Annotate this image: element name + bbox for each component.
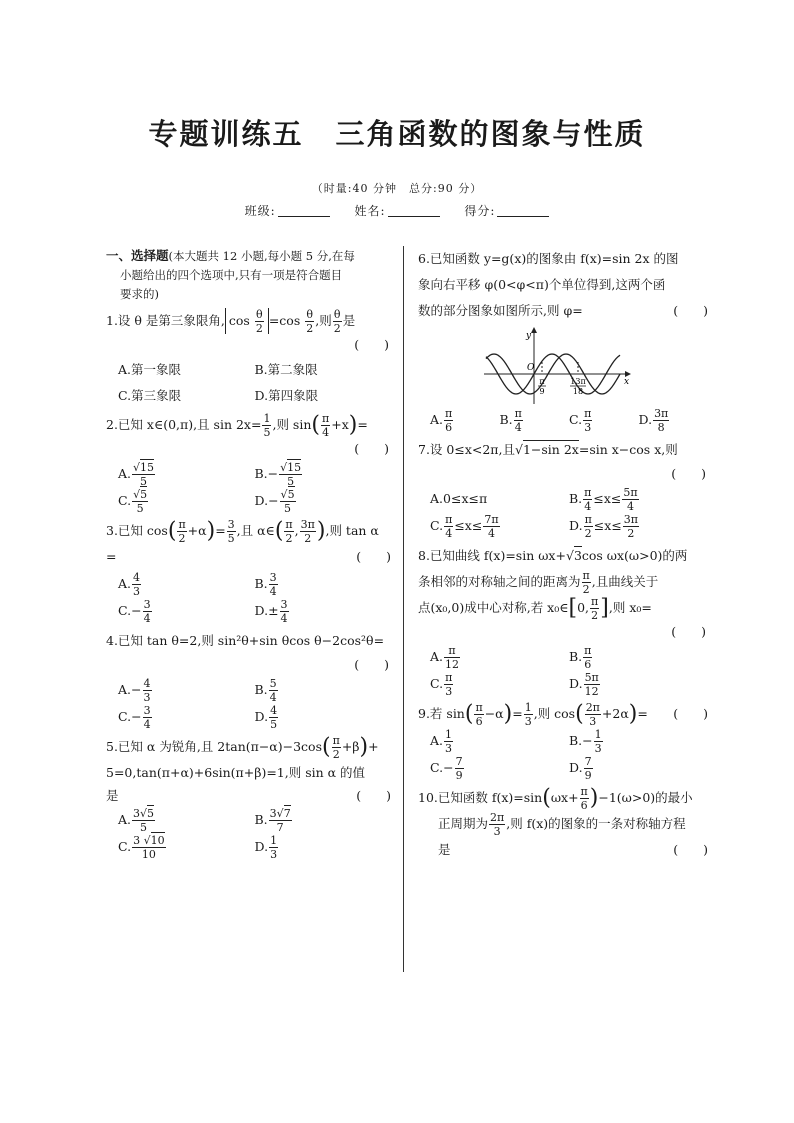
answer-blank[interactable]: ( ) [356,549,391,564]
answer-blank[interactable]: ( ) [671,466,706,481]
title-part-2: 三角函数的图象与性质 [335,117,646,151]
option-c[interactable]: C.− $\frac{7}{9}$ [430,755,463,782]
option-b[interactable]: B. $\frac{3√7}{7}$ [254,807,291,834]
option-b[interactable]: B. $\frac{\pi}{6}$ [569,644,592,671]
score-field[interactable]: 得分: [464,204,549,218]
option-c[interactable]: C. $\frac{√5}{5}$ [118,488,148,515]
answer-blank[interactable]: ( ) [354,657,389,672]
option-c[interactable]: C. $\frac{\pi}{3}$ [430,671,453,698]
option-a[interactable]: A. $\frac{3√5}{5}$ [118,807,155,834]
option-b[interactable]: B. $\frac{\pi}{4}$ ≤x≤ $\frac{5\pi}{4}$ [569,486,638,513]
function-graph [484,326,634,404]
answer-blank[interactable]: ( ) [356,788,391,803]
option-a[interactable]: A. $\frac{√15}{5}$ [118,461,155,488]
question-10: 10.已知函数 f(x)=sin(ωx+ $\frac{\pi}{6}$ )−1(ω>0)的最小 正周期为 $\frac{2\pi}{3}$ ,则 f(x)的图象的一条对称轴方程 是 ( ) [418,785,708,863]
option-d[interactable]: D.− $\frac{√5}{5}$ [254,488,295,515]
option-b[interactable]: B.第二象限 [254,362,318,377]
option-b[interactable]: B. $\frac{3}{4}$ [254,571,277,598]
page-title [0,112,794,153]
section-heading: 一、选择题(本大题共 12 小题,每小题 5 分,在每 小题给出的四个选项中,只有一项是符合题目 要求的) [106,248,355,301]
option-d[interactable]: D. $\frac{7}{9}$ [569,755,592,782]
tick-2-num: 13π [570,377,586,386]
question-7: 7.设 0≤x<2π,且√1−sin 2x=sin x−cos x,则 ( ) A.0≤x≤π B. $\frac{\pi}{4}$ ≤x≤ $\frac{5\pi}{4}$ C. $\frac{\pi}{4}$ ≤x≤ $\frac{7\pi}{4}$ D. $\frac{\pi}{2}$ ≤x≤ $\frac{3\pi}{2}$ [418,442,706,540]
option-b[interactable]: B.− $\frac{1}{3}$ [569,728,602,755]
question-1: 1.设 θ 是第三象限角, cos $\frac{\theta}{2}$ =cos $\frac{\theta}{2}$ ,则 $\frac{\theta}{2}$ 是 ( ) A.第一象限 B.第二象限 C.第三象限 D.第四象限 [106,308,391,408]
option-c[interactable]: C.− $\frac{3}{4}$ [118,704,151,731]
answer-blank[interactable]: ( ) [673,303,708,318]
column-divider [403,246,404,972]
option-d[interactable]: D. $\frac{1}{3}$ [254,834,278,861]
option-c[interactable]: C. $\frac{\pi}{4}$ ≤x≤ $\frac{7\pi}{4}$ [430,513,499,540]
student-info-row [0,202,794,219]
question-4: 4.已知 tan θ=2,则 sin²θ+sin θcos θ−2cos²θ= ( ) A.− $\frac{4}{3}$ B. $\frac{5}{4}$ C.− $\frac{3}{4}$ D. $\frac{4}{5}$ [106,633,389,731]
answer-blank[interactable]: ( ) [671,624,706,639]
option-a[interactable]: A.第一象限 [118,362,182,377]
time-and-score: （时量:40 分钟 总分:90 分） [311,182,483,195]
option-a[interactable]: A. $\frac{1}{3}$ [430,728,453,755]
option-a[interactable]: A. $\frac{4}{3}$ [118,571,141,598]
y-label: y [526,331,532,341]
origin-label: O [527,363,535,373]
tick-1-den: 9 [539,387,545,396]
option-d[interactable]: D. $\frac{\pi}{2}$ ≤x≤ $\frac{3\pi}{2}$ [569,513,639,540]
option-a[interactable]: A. $\frac{\pi}{12}$ [430,644,460,671]
option-d[interactable]: D. $\frac{3\pi}{8}$ [638,407,669,434]
answer-blank[interactable]: ( ) [673,842,708,857]
answer-blank[interactable]: ( ) [354,337,389,352]
option-c[interactable]: C. $\frac{3 √10}{10}$ [118,834,165,861]
option-b[interactable]: B.− $\frac{√15}{5}$ [254,461,302,488]
question-5: 5.已知 α 为锐角,且 2tan(π−α)−3cos( $\frac{\pi}{2}$ +β)+ 5=0,tan(π+α)+6sin(π+β)=1,则 sin α 的值 是 ( ) A. $\frac{3√5}{5}$ B. $\frac{3√7}{7}$ C. $\frac{3 √10}{10}$ D. $\frac{1}{3}$ [106,734,391,861]
question-9: 9.若 sin( $\frac{\pi}{6}$ −α)= $\frac{1}{3}$ ,则 cos( $\frac{2\pi}{3}$ +2α)= ( ) A. $\frac{1}{3}$ B.− $\frac{1}{3}$ C.− $\frac{7}{9}$ D. $\frac{7}{9}$ [418,701,708,782]
question-3: 3.已知 cos( $\frac{\pi}{2}$ +α)= $\frac{3}{5}$ ,且 α∈( $\frac{\pi}{2}$ , $\frac{3\pi}{2}$ ),则 tan α = ( ) A. $\frac{4}{3}$ B. $\frac{3}{4}$ C.− $\frac{3}{4}$ D.± $\frac{3}{4}$ [106,518,391,625]
question-6: 6.已知函数 y=g(x)的图象由 f(x)=sin 2x 的图 象向右平移 φ(0<φ<π)个单位得到,这两个函 数的部分图象如图所示,则 φ= ( ) y x O π 9 13π 18 A. $\frac{\pi}{6}$ B. $\frac{\pi}{4}$ C. $\frac{\pi}{3}$ D. $\frac{3\pi}{8}$ [418,251,708,434]
option-d[interactable]: D.± $\frac{3}{4}$ [254,598,288,625]
option-d[interactable]: D. $\frac{5\pi}{12}$ [569,671,599,698]
left-column [106,246,391,860]
right-column [418,246,708,863]
option-a[interactable]: A.− $\frac{4}{3}$ [118,677,151,704]
option-a[interactable]: A. $\frac{\pi}{6}$ [430,407,453,434]
class-field[interactable]: 班级: [245,204,330,218]
option-b[interactable]: B. $\frac{5}{4}$ [254,677,277,704]
x-label: x [624,377,630,387]
question-8: 8.已知曲线 f(x)=sin ωx+√3cos ωx(ω>0)的两 条相邻的对称轴之间的距离为 $\frac{\pi}{2}$ ,且曲线关于 点(x₀,0)成中心对称,若 x₀∈[0, $\frac{\pi}{2}$ ],则 x₀= ( ) A. $\frac{\pi}{12}$ B. $\frac{\pi}{6}$ C. $\frac{\pi}{3}$ D. $\frac{5\pi}{12}$ [418,548,706,698]
title-part-1: 专题训练五 [148,117,304,151]
option-d[interactable]: D. $\frac{4}{5}$ [254,704,278,731]
option-d[interactable]: D.第四象限 [254,388,319,403]
option-c[interactable]: C.− $\frac{3}{4}$ [118,598,151,625]
answer-blank[interactable]: ( ) [354,441,389,456]
tick-2-den: 18 [572,387,584,396]
option-a[interactable]: A.0≤x≤π [430,491,488,506]
option-b[interactable]: B. $\frac{\pi}{4}$ [499,407,522,434]
option-c[interactable]: C. $\frac{\pi}{3}$ [569,407,592,434]
question-2: 2.已知 x∈(0,π),且 sin 2x= $\frac{1}{5}$ ,则 sin( $\frac{\pi}{4}$ +x)= ( ) A. $\frac{√15}{5}$ B.− $\frac{√15}{5}$ C. $\frac{√5}{5}$ D.− $\frac{√5}{5}$ [106,412,389,515]
tick-1-num: π [539,377,545,386]
option-c[interactable]: C.第三象限 [118,388,182,403]
name-field[interactable]: 姓名: [354,204,439,218]
answer-blank[interactable]: ( ) [673,706,708,721]
